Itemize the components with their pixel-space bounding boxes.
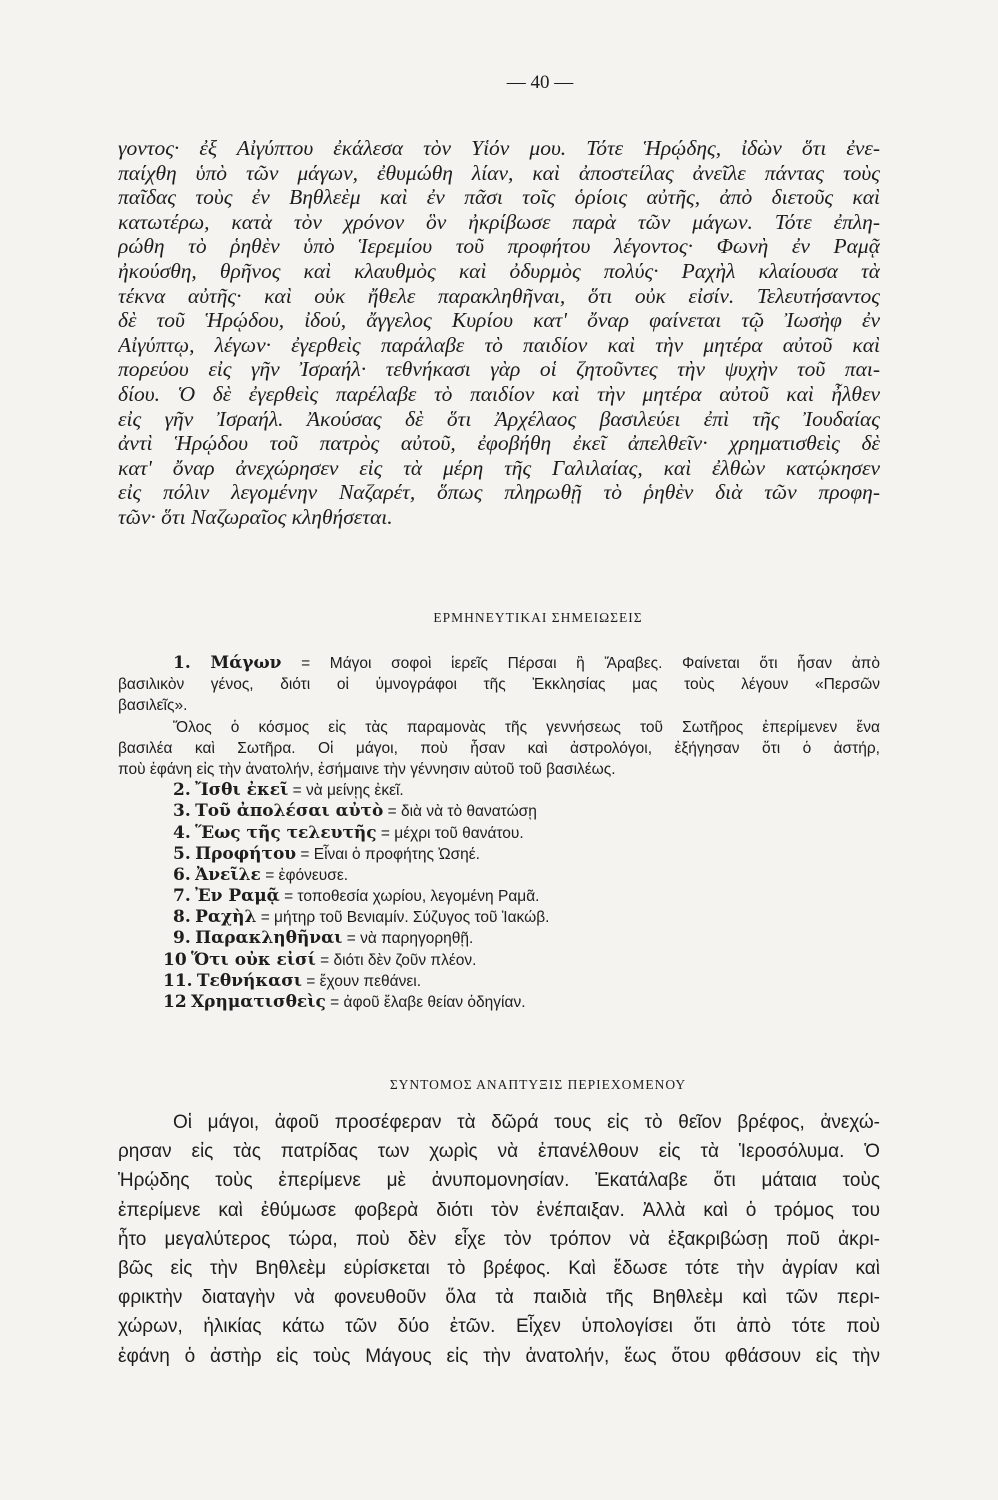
text-line: ἐπερίμενε καὶ ἐθύμωσε φοβερὰ διότι τὸν ἐνέπαιξαν. Ἀλλὰ καὶ ὁ τρόμος του xyxy=(118,1199,880,1221)
text-line: δίου. Ὁ δὲ ἐγερθεὶς παρέλαβε τὸ παιδίον καὶ τὴν μητέρα αὐτοῦ καὶ ἦλθεν xyxy=(118,381,880,406)
note-text: = Μάγοι σοφοὶ ἱερεῖς Πέρσαι ἢ Ἄραβες. Φαίνεται ὅτι ἦσαν ἀπὸ xyxy=(301,655,880,672)
note-term: Τοῦ ἀπολέσαι αὐτὸ xyxy=(195,801,384,822)
note-1-line: βασιλικὸν γένος, διότι οἱ ὑμνογράφοι τῆς Ἐκκλησίας μας τοὺς λέγουν «Περσῶν xyxy=(118,676,880,694)
note-1-line: ποὺ ἐφάνη εἰς τὴν ἀνατολήν, ἐσήμαινε τὴν γέννησιν αὐτοῦ τοῦ βασιλέως. xyxy=(118,760,616,778)
note-text: = τοποθεσία χωρίου, λεγομένη Ραμᾶ. xyxy=(284,888,540,906)
note-term: Χρηματισθεὶς xyxy=(190,992,326,1012)
text-line: χώρων, ἡλικίας κάτω τῶν δύο ἐτῶν. Εἶχεν ὑπολογίσει ὅτι ἀπὸ τότε ποὺ xyxy=(118,1316,880,1338)
note-item xyxy=(118,928,880,949)
note-text: = νὰ παρηγορηθῇ. xyxy=(346,930,474,948)
summary-heading: ΣΥΝΤΟΜΟΣ ΑΝΑΠΤΥΞΙΣ ΠΕΡΙΕΧΟΜΕΝΟΥ xyxy=(389,1077,687,1092)
text-line: Αἰγύπτῳ, λέγων· ἐγερθεὶς παράλαβε τὸ παιδίον καὶ τὴν μητέρα αὐτοῦ καὶ xyxy=(118,332,880,357)
note-item xyxy=(118,950,880,971)
note-number: 4. xyxy=(173,822,191,843)
note-text: = διότι δὲν ζοῦν πλέον. xyxy=(320,951,477,969)
note-text: = μήτηρ τοῦ Βενιαμίν. Σύζυγος τοῦ Ἰακώβ. xyxy=(260,909,550,927)
note-text: = μέχρι τοῦ θανάτου. xyxy=(380,824,524,842)
note-item xyxy=(118,780,880,801)
note-item xyxy=(118,992,880,1013)
note-term: Ἐν Ραμᾷ xyxy=(195,886,280,907)
note-item xyxy=(118,865,880,886)
note-item xyxy=(118,823,880,844)
note-term: Ἀνεῖλε xyxy=(195,864,261,885)
note-number: 12 xyxy=(163,992,187,1012)
note-1-line xyxy=(118,653,880,674)
note-number: 10 xyxy=(163,949,187,970)
main-text xyxy=(118,136,880,530)
note-term: Προφήτου xyxy=(195,843,297,864)
note-text: = διὰ νὰ τὸ θανατώσῃ xyxy=(387,803,537,821)
text-line: κατωτέρω, κατὰ τὸν χρόνον ὃν ἠκρίβωσε παρὰ τῶν μάγων. Τότε ἐπλη- xyxy=(118,209,880,234)
note-term: Ἴσθι ἐκεῖ xyxy=(195,780,289,801)
note-item xyxy=(118,971,880,992)
note-term: Ραχὴλ xyxy=(195,907,257,928)
note-text: = ἔχουν πεθάνει. xyxy=(306,972,422,990)
note-text: = Εἶναι ὁ προφήτης Ὠσηέ. xyxy=(300,845,480,863)
summary-text xyxy=(118,1108,880,1371)
notes-heading: ΕΡΜΗΝΕΥΤΙΚΑΙ ΣΗΜΕΙΩΣΕΙΣ xyxy=(433,610,643,625)
text-line: πορεύου εἰς γῆν Ἰσραήλ· τεθνήκασι γὰρ οἱ ζητοῦντες τὴν ψυχὴν τοῦ παι- xyxy=(118,357,880,382)
text-line: φρικτὴν διαταγὴν νὰ φονευθοῦν ὅλα τὰ παιδιὰ τῆς Βηθλεὲμ καὶ τῶν περι- xyxy=(118,1287,880,1309)
note-number: 6. xyxy=(173,864,191,885)
text-line: παῖδας τοὺς ἐν Βηθλεὲμ καὶ ἐν πᾶσι τοῖς ὁρίοις αὐτῆς, ἀπὸ διετοῦς καὶ xyxy=(118,185,880,210)
text-line: Οἱ μάγοι, ἀφοῦ προσέφεραν τὰ δῶρά τους εἰς τὸ θεῖον βρέφος, ἀνεχώ- xyxy=(173,1112,880,1133)
note-number: 11. xyxy=(163,970,193,991)
text-line: δὲ τοῦ Ἡρῴδου, ἰδού, ἄγγελος Κυρίου κατ' ὄναρ φαίνεται τῷ Ἰωσὴφ ἐν xyxy=(118,308,880,333)
text-line: ἦτο μεγαλύτερος τώρα, ποὺ δὲν εἶχε τὸν τρόπον νὰ ἐξακριβώσῃ ποῦ ἀκρι- xyxy=(118,1228,880,1250)
note-item xyxy=(118,801,880,822)
note-number: 8. xyxy=(173,907,191,928)
text-line: γοντος· ἐξ Αἰγύπτου ἐκάλεσα τὸν Υἱόν μου. Τότε Ἡρῴδης, ἰδὼν ὅτι ἐνε- xyxy=(118,136,880,160)
note-1-line: βασιλέα καὶ Σωτῆρα. Οἱ μάγοι, ποὺ ἦσαν καὶ ἀστρολόγοι, ἐξήγησαν ὅτι ὁ ἀστήρ, xyxy=(118,739,880,757)
note-term: Παρακληθῆναι xyxy=(195,928,343,949)
note-term: Τεθνήκασι xyxy=(196,970,302,991)
note-number: 7. xyxy=(173,886,191,907)
text-line: ἐφάνη ὁ ἀστὴρ εἰς τοὺς Μάγους εἰς τὴν ἀνατολήν, ἕως ὅτου φθάσουν εἰς τὴν xyxy=(118,1345,880,1367)
text-line: κατ' ὄναρ ἀνεχώρησεν εἰς τὰ μέρη τῆς Γαλιλαίας, καὶ ἐλθὼν κατῴκησεν xyxy=(118,455,880,480)
note-text: = ἀφοῦ ἔλαβε θείαν ὁδηγίαν. xyxy=(330,994,526,1011)
note-item xyxy=(118,907,880,928)
text-line: παίχθη ὑπὸ τῶν μάγων, ἐθυμώθη λίαν, καὶ ἀποστείλας ἀνεῖλε πάντας τοὺς xyxy=(118,160,880,185)
text-line: τέκνα αὐτῆς· καὶ οὐκ ἤθελε παρακληθῆναι, ὅτι οὐκ εἰσίν. Τελευτήσαντος xyxy=(118,283,880,308)
text-line: εἰς πόλιν λεγομένην Ναζαρέτ, ὅπως πληρωθῇ τὸ ῥηθὲν διὰ τῶν προφη- xyxy=(118,480,880,505)
text-line: ρησαν εἰς τὰς πατρίδας των χωρὶς νὰ ἐπανέλθουν εἰς τὰ Ἱεροσόλυμα. Ὁ xyxy=(118,1141,880,1163)
text-line: ρώθη τὸ ῥηθὲν ὑπὸ Ἱερεμίου τοῦ προφήτου λέγοντος· Φωνὴ ἐν Ραμᾷ xyxy=(118,234,880,259)
text-line: βῶς εἰς τὴν Βηθλεὲμ εὑρίσκεται τὸ βρέφος. Καὶ ἔδωσε τότε τὴν ἀγρίαν καὶ xyxy=(118,1257,880,1279)
text-line: εἰς γῆν Ἰσραήλ. Ἀκούσας δὲ ὅτι Ἀρχέλαος βασιλεύει ἐπὶ τῆς Ἰουδαίας xyxy=(118,406,880,431)
note-term: Μάγων xyxy=(210,653,282,673)
text-line: Ἡρῴδης τοὺς ἐπερίμενε μὲ ἀνυπομονησίαν. Ἐκατάλαβε ὅτι μάταια τοὺς xyxy=(118,1170,880,1192)
text-line: ἀντὶ Ἡρῴδου τοῦ πατρὸς αὐτοῦ, ἐφοβήθη ἐκεῖ ἀπελθεῖν· χρηματισθεὶς δὲ xyxy=(118,431,880,456)
text-line: ἠκούσθη, θρῆνος καὶ κλαυθμὸς καὶ ὀδυρμὸς πολύς· Ραχὴλ κλαίουσα τὰ xyxy=(118,258,880,283)
note-item xyxy=(118,886,880,907)
note-term: Ὅτι οὐκ εἰσί xyxy=(190,949,316,970)
note-number: 3. xyxy=(173,801,191,822)
note-1-line: βασιλεῖς». xyxy=(118,697,188,715)
note-text: = ἐφόνευσε. xyxy=(265,866,349,884)
note-1-line: Ὅλος ὁ κόσμος εἰς τὰς παραμονὰς τῆς γεννήσεως τοῦ Σωτῆρος ἐπερίμενεν ἕνα xyxy=(173,718,880,736)
text-line: τῶν· ὅτι Ναζωραῖος κληθήσεται. xyxy=(118,504,393,529)
note-item xyxy=(118,844,880,865)
note-number: 1. xyxy=(173,653,191,673)
note-text: = νὰ μείνῃς ἐκεῖ. xyxy=(292,782,404,800)
note-number: 2. xyxy=(173,780,191,801)
note-term: Ἕως τῆς τελευτῆς xyxy=(195,822,377,843)
note-number: 9. xyxy=(173,928,191,949)
page-number: — 40 — xyxy=(506,72,574,93)
note-number: 5. xyxy=(173,843,191,864)
notes-list xyxy=(118,653,880,1013)
